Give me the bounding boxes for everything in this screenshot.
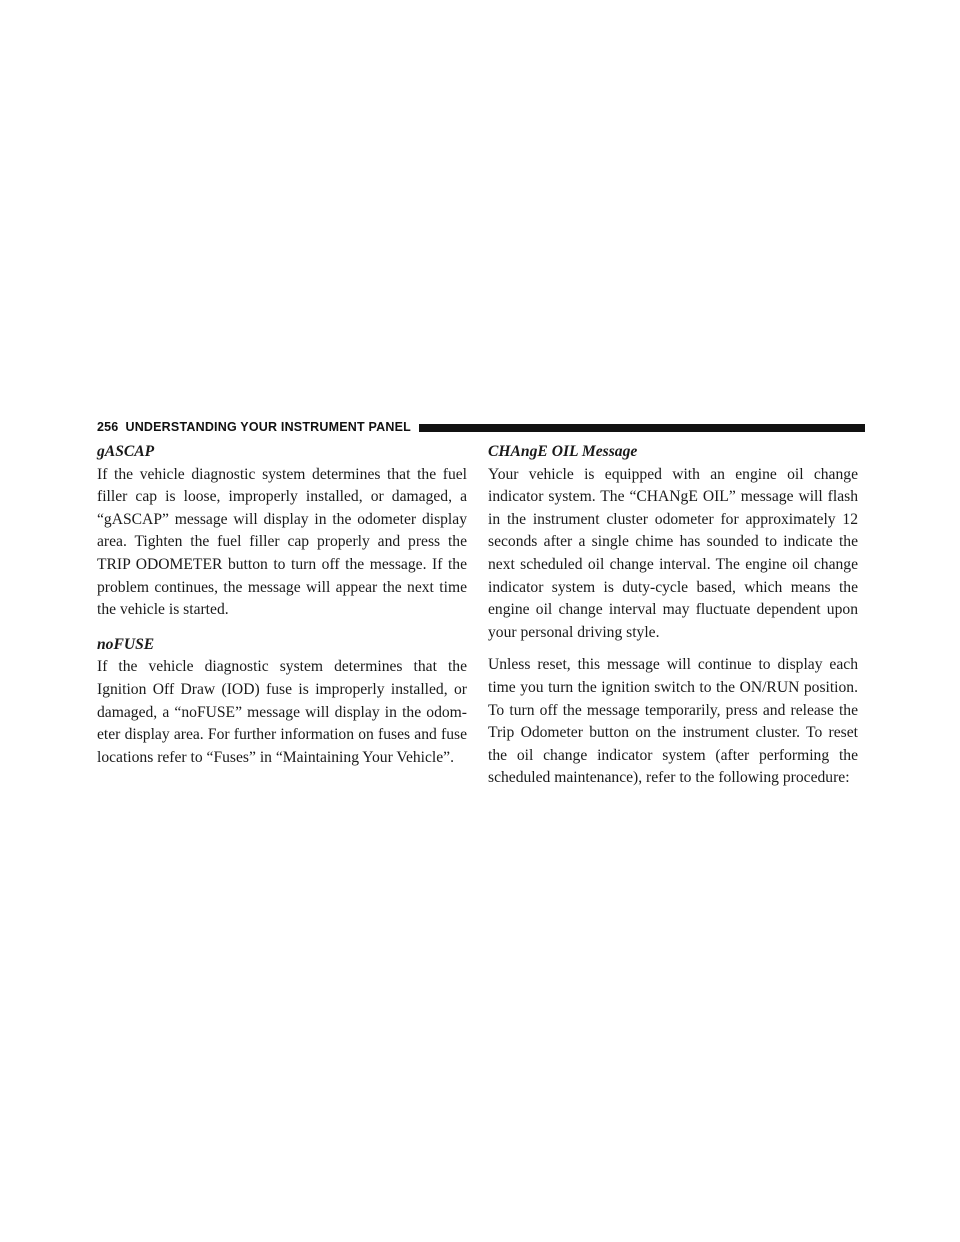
page-header — [97, 419, 865, 435]
paragraph: If the vehicle diagnostic system determines that the fuel filler cap is loose, improperly installed, or damaged, a “gASCAP” message will display in the odometer display area. Tighten the fuel filler cap properly and press the TRIP ODOMETER button to turn off the message. If the problem continues, the message will appear the next time the vehicle is started. — [97, 465, 467, 619]
section-title: gASCAP — [97, 443, 155, 460]
right-column — [488, 441, 858, 790]
section-change-oil — [488, 441, 858, 790]
left-column — [97, 441, 467, 769]
paragraph: If the vehicle diagnostic system determines that the Ignition Off Draw (IOD) fuse is improperly installed, or damaged, a “noFUSE” message will display in the odom-eter display area. For further information on fuses and fuse locations refer to “Fuses” in “Maintaining Your Vehicle”. — [97, 658, 467, 766]
page-number: 256 — [97, 420, 119, 434]
header-rule — [419, 424, 865, 432]
chapter-title: UNDERSTANDING YOUR INSTRUMENT PANEL — [125, 420, 411, 434]
paragraph: Unless reset, this message will continue to display each time you turn the ignition switch to the ON/RUN position. To turn off the message temporarily, press and release the Trip Odometer button on the instrument cluster. To reset the oil change indicator system (after performing the scheduled maintenance), refer to the following procedure: — [488, 656, 858, 787]
paragraph: Your vehicle is equipped with an engine oil change indicator system. The “CHANgE OIL” message will flash in the instrument cluster odometer for approximately 12 seconds after a single chime has sounded to indicate the next scheduled oil change interval. The engine oil change indicator system is duty-cycle based, which means the engine oil change interval may fluctuate dependent upon your personal driving style. — [488, 465, 858, 641]
section-title: noFUSE — [97, 635, 155, 653]
section-gascap — [97, 441, 467, 622]
section-nofuse — [97, 634, 467, 770]
section-title: CHAngE OIL Message — [488, 443, 638, 460]
